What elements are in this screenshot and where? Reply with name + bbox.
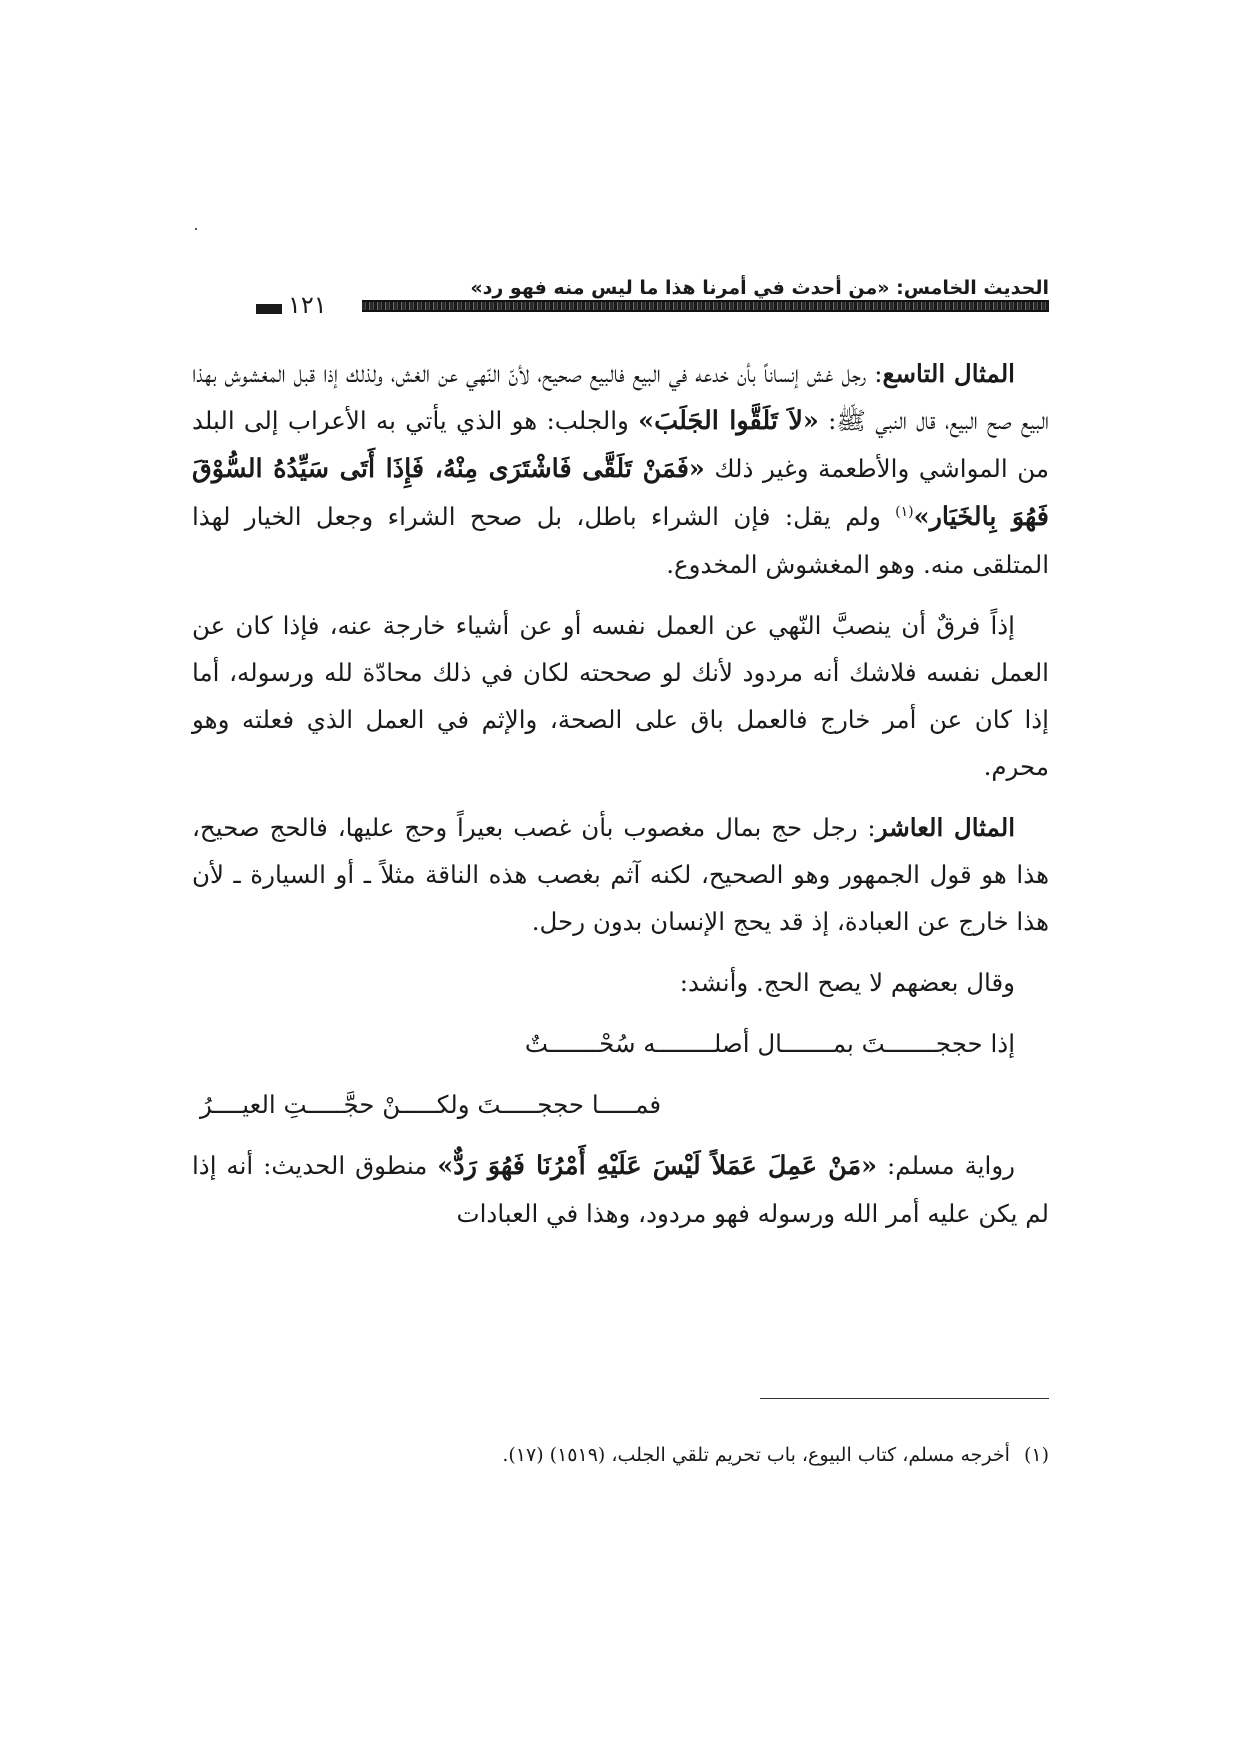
hadith-quote-muslim: «مَنْ عَمِلَ عَمَلاً لَيْسَ عَلَيْهِ أَمْرُنَا فَهُوَ رَدٌّ» [437, 1151, 878, 1181]
paragraph-ninth-example [192, 350, 1049, 588]
ninth-example-text-2: والجلب: هو الذي يأتي به الأعراب إلى البلد من المواشي والأطعمة وغير ذلك [192, 406, 1049, 483]
footnote-number: (١) [1023, 1444, 1049, 1466]
header-rule-row [256, 291, 1049, 319]
ninth-example-text-3: ولم يقل: فإن الشراء باطل، بل صحح الشراء وجعل الخيار لهذا المتلقى منه. وهو المغشوش المخدوع. [192, 502, 1049, 579]
hadith-quote-jalab: «لاَ تَلَقَّوا الجَلَبَ» [638, 406, 819, 436]
poem-verse-first-hemistich: إذا حججـــــــتَ بمـــــــال أصلــــــــه سُحْـــــــتٌ [524, 1029, 1015, 1058]
footnote [192, 1440, 1049, 1470]
paragraph-poem-intro: وقال بعضهم لا يصح الحج. وأنشد: [679, 968, 1015, 997]
footnote-separator [760, 1398, 1049, 1399]
header-decorative-rule [362, 300, 1049, 312]
page-number-stub-bar [256, 304, 282, 314]
paragraph-muslim-narration [192, 1142, 1049, 1237]
page-number-block [256, 292, 327, 318]
stray-ink-mark [195, 228, 197, 230]
tenth-example-text: : رجل حج بمال مغصوب بأن غصب بعيراً وحج عليها، فالحج صحيح، هذا هو قول الجمهور وهو الصحيح، لكنه آثم بغصب هذه الناقة مثلاً ـ أو السيارة ـ لأن هذا خارج عن العبادة، إذ قد يحج الإنسان بدون رحل. [192, 813, 1049, 936]
main-text [192, 350, 1049, 1251]
muslim-narration-text-2: منطوق الحديث: أنه إذا لم يكن عليه أمر الله ورسوله فهو مردود، وهذا في العبادات [192, 1151, 1049, 1228]
muslim-narration-text-1: رواية مسلم: [877, 1151, 1016, 1180]
paragraph-tenth-example [192, 804, 1049, 945]
footnote-reference: (١) [895, 503, 914, 520]
footnote-text: أخرجه مسلم، كتاب البيوع، باب تحريم تلقي الجلب، (١٥١٩) (١٧). [502, 1444, 1010, 1466]
tenth-example-label: المثال العاشر [875, 813, 1016, 842]
ninth-example-text-1: : رجل غش إنساناً بأن خدعه في البيع فالبيع صحيح، لأنّ النّهي عن الغش، ولذلك إذا قبل المغشوش بهذا البيع صح البيع، قال النبي ﷺ: [192, 359, 1050, 435]
hadith-quote-khiyar: «فَمَنْ تَلَقَّى فَاشْتَرَى مِنْهُ، فَإِذَا أَتَى سَيِّدُهُ السُّوْقَ فَهُوَ بِالخَيَار» [192, 454, 1049, 532]
running-title: الحديث الخامس: «من أحدث في أمرنا هذا ما ليس منه فهو رد» [470, 277, 1049, 299]
ninth-example-label: المثال التاسع [882, 359, 1015, 388]
page-number: ١٢١ [288, 291, 327, 319]
poem-verse-second-hemistich: فمـــــا حججـــــتَ ولكـــــنْ حجَّـــــتِ العيــــرُ [200, 1090, 662, 1119]
paragraph-distinction: إذاً فرقٌ أن ينصبَّ النّهي عن العمل نفسه أو عن أشياء خارجة عنه، فإذا كان عن العمل نفسه فلاشك أنه مردود لأنك لو صححته لكان في ذلك محادّة لله ورسوله، أما إذا كان عن أمر خارج فالعمل باق على الصحة، والإثم في العمل الذي فعلته وهو محرم. [192, 611, 1049, 781]
